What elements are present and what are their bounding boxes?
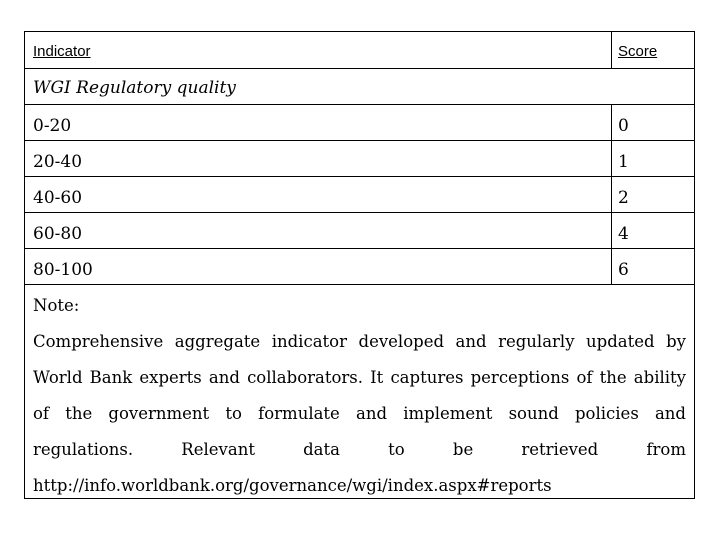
score-cell xyxy=(611,105,629,140)
range-cell: 20-40 xyxy=(33,152,83,172)
note-section xyxy=(33,288,686,504)
table-row xyxy=(25,141,694,177)
note-url: http://info.worldbank.org/governance/wgi/index.aspx#reports xyxy=(33,476,552,495)
table-row xyxy=(25,105,694,141)
score-header: Score xyxy=(618,43,658,60)
indicator-header: Indicator xyxy=(33,43,91,60)
score-header-cell xyxy=(611,32,658,68)
section-label: WGI Regulatory quality xyxy=(33,78,236,98)
score-cell xyxy=(611,249,629,284)
table-header-row xyxy=(25,32,694,69)
score-value: 6 xyxy=(618,260,629,280)
score-cell xyxy=(611,213,629,248)
range-cell: 80-100 xyxy=(33,260,93,280)
score-cell xyxy=(611,177,629,212)
score-value: 2 xyxy=(618,188,629,208)
table-row xyxy=(25,177,694,213)
note-label: Note: xyxy=(33,296,80,315)
score-value: 4 xyxy=(618,224,629,244)
section-row xyxy=(25,69,694,105)
indicator-table xyxy=(24,31,695,499)
range-cell: 0-20 xyxy=(33,116,72,136)
range-cell: 40-60 xyxy=(33,188,83,208)
table-row xyxy=(25,249,694,285)
score-cell xyxy=(611,141,629,176)
score-value: 0 xyxy=(618,116,629,136)
range-cell: 60-80 xyxy=(33,224,83,244)
score-value: 1 xyxy=(618,152,629,172)
table-row xyxy=(25,213,694,249)
note-text: Comprehensive aggregate indicator developed and regularly updated by World Bank experts and collaborators. It captures perceptions of the ability of the government to formulate and implement sound policies and regulations. Relevant data to be retrieved from xyxy=(33,332,686,459)
